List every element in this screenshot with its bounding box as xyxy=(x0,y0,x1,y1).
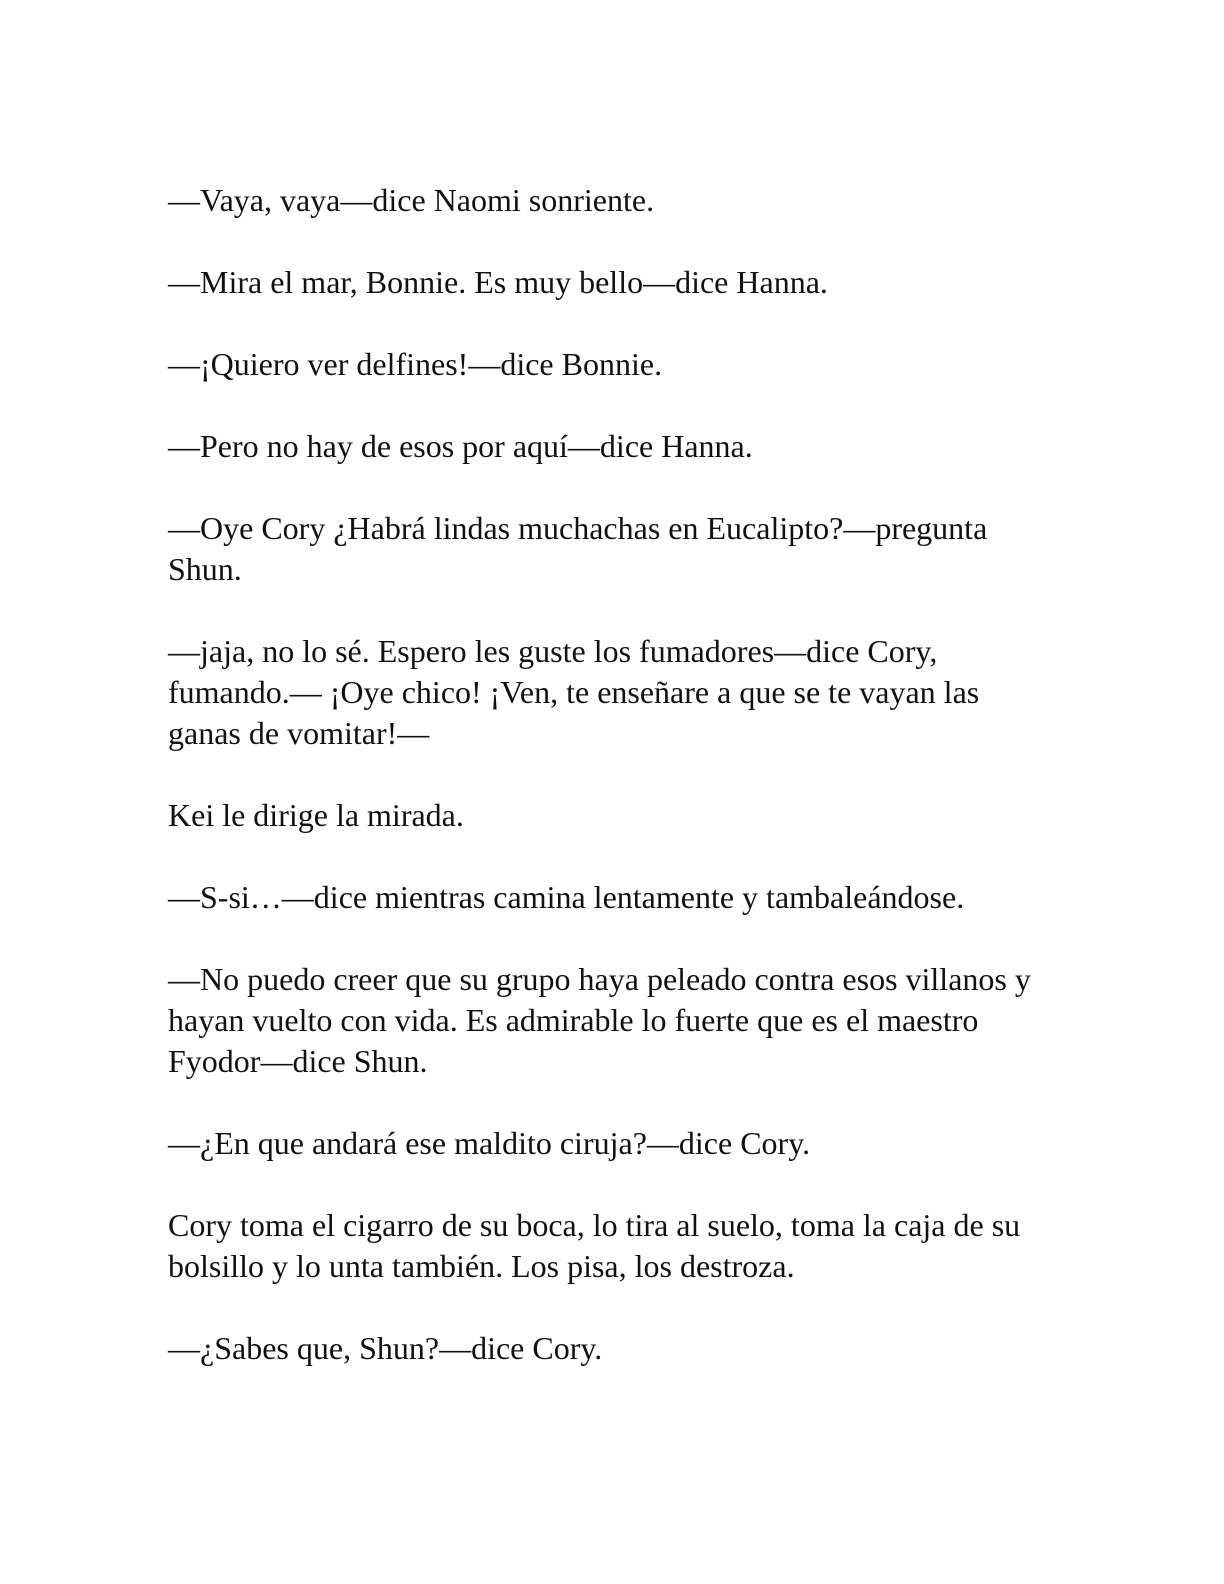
paragraph-8: —S-si…—dice mientras camina lentamente y tambaleándose. xyxy=(168,879,965,915)
paragraph-7: Kei le dirige la mirada. xyxy=(168,797,464,833)
paragraph-6: —jaja, no lo sé. Espero les guste los fumadores—dice Cory, fumando.— ¡Oye chico! ¡Ven, te enseñare a que se te vayan las ganas de vomitar!— xyxy=(168,633,980,751)
paragraph-2: —Mira el mar, Bonnie. Es muy bello—dice Hanna. xyxy=(168,264,828,300)
paragraph-4: —Pero no hay de esos por aquí—dice Hanna. xyxy=(168,428,753,464)
paragraph-5: —Oye Cory ¿Habrá lindas muchachas en Eucalipto?—pregunta Shun. xyxy=(168,510,988,587)
paragraph-11: Cory toma el cigarro de su boca, lo tira al suelo, toma la caja de su bolsillo y lo unta también. Los pisa, los destroza. xyxy=(168,1207,1021,1284)
paragraph-3: —¡Quiero ver delfines!—dice Bonnie. xyxy=(168,346,663,382)
paragraph-10: —¿En que andará ese maldito ciruja?—dice Cory. xyxy=(168,1125,811,1161)
paragraph-1: —Vaya, vaya—dice Naomi sonriente. xyxy=(168,182,655,218)
paragraph-12: —¿Sabes que, Shun?—dice Cory. xyxy=(168,1330,603,1366)
document-page xyxy=(168,180,1048,1410)
paragraph-9: —No puedo creer que su grupo haya peleado contra esos villanos y hayan vuelto con vida. Es admirable lo fuerte que es el maestro Fyodor—dice Shun. xyxy=(168,961,1031,1079)
